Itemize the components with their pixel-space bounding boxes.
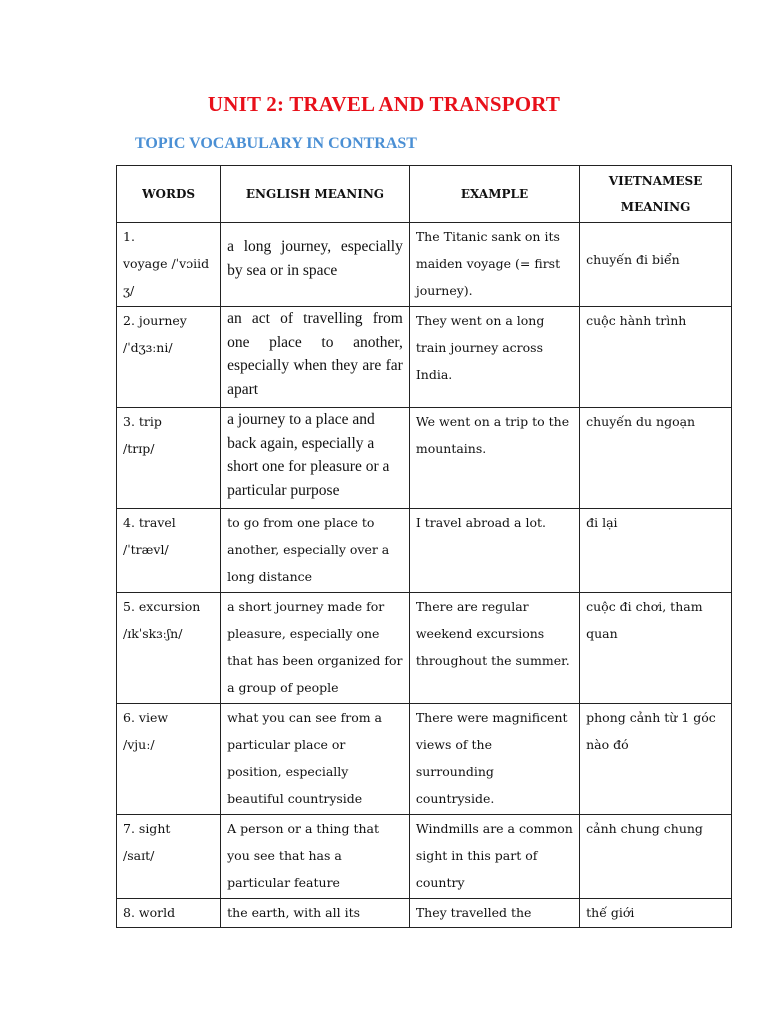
example-cell: The Titanic sank on its maiden voyage (= first journey). [409, 223, 579, 307]
word-text: 7. sight [123, 821, 171, 836]
table-row [117, 307, 732, 408]
table-body [117, 223, 732, 928]
table-row [117, 509, 732, 593]
word-text: 5. excursion [123, 599, 201, 614]
word-cell [117, 704, 221, 815]
english-meaning-cell: an act of travelling from one place to another, especially when they are far apart [221, 307, 410, 408]
vietnamese-meaning-cell: thế giới [580, 899, 732, 928]
vietnamese-meaning-cell: phong cảnh từ 1 góc nào đó [580, 704, 732, 815]
page-title: UNIT 2: TRAVEL AND TRANSPORT [207, 92, 561, 116]
header-english-meaning: ENGLISH MEANING [221, 166, 410, 223]
table-row [117, 815, 732, 899]
word-pronunciation: /trɪp/ [123, 441, 155, 456]
vietnamese-meaning-cell: cuộc hành trình [580, 307, 732, 408]
word-cell [117, 593, 221, 704]
example-cell: I travel abroad a lot. [409, 509, 579, 593]
word-pronunciation: /ɪkˈskɜːʃn/ [123, 626, 183, 641]
word-cell [117, 899, 221, 928]
word-cell [117, 509, 221, 593]
word-text: 3. trip [123, 414, 162, 429]
vietnamese-meaning-cell: cảnh chung chung [580, 815, 732, 899]
word-cell [117, 223, 221, 307]
word-text: 2. journey [123, 313, 187, 328]
header-vietnamese-line1: VIETNAMESE [608, 174, 703, 188]
vocabulary-table [116, 165, 732, 928]
header-example: EXAMPLE [409, 166, 579, 223]
english-meaning-cell: what you can see from a particular place or position, especially beautiful countryside [221, 704, 410, 815]
table-row [117, 593, 732, 704]
word-text: 4. travel [123, 515, 176, 530]
example-cell: They travelled the [409, 899, 579, 928]
section-subtitle: TOPIC VOCABULARY IN CONTRAST [135, 135, 417, 152]
example-cell: Windmills are a common sight in this part of country [409, 815, 579, 899]
table-header [117, 166, 732, 223]
vietnamese-meaning-cell: đi lại [580, 509, 732, 593]
word-text: 8. world [123, 905, 176, 920]
english-meaning-cell: a journey to a place and back again, especially a short one for pleasure or a particular purpose [221, 408, 410, 509]
example-cell: There were magnificent views of the surrounding countryside. [409, 704, 579, 815]
vietnamese-meaning-cell: chuyến đi biển [580, 223, 732, 307]
header-words: WORDS [117, 166, 221, 223]
english-meaning-cell: a short journey made for pleasure, especially one that has been organized for a group of people [221, 593, 410, 704]
table-row [117, 899, 732, 928]
example-cell: They went on a long train journey across India. [409, 307, 579, 408]
table-row [117, 704, 732, 815]
word-cell [117, 408, 221, 509]
word-pronunciation: ʒ/ [123, 283, 135, 298]
vietnamese-meaning-cell: cuộc đi chơi, tham quan [580, 593, 732, 704]
word-pronunciation: /saɪt/ [123, 848, 155, 863]
english-meaning-cell: to go from one place to another, especially over a long distance [221, 509, 410, 593]
header-row [117, 166, 732, 223]
word-text: voyage /ˈvɔiid [123, 256, 210, 271]
word-text: 6. view [123, 710, 169, 725]
word-pronunciation: /ˈdʒɜːni/ [123, 340, 173, 355]
word-number: 1. [123, 229, 135, 244]
word-pronunciation: /ˈtrævl/ [123, 542, 169, 557]
vietnamese-meaning-cell: chuyến du ngoạn [580, 408, 732, 509]
header-vietnamese-meaning [580, 166, 732, 223]
word-cell [117, 307, 221, 408]
example-cell: There are regular weekend excursions throughout the summer. [409, 593, 579, 704]
english-meaning-cell: A person or a thing that you see that has a particular feature [221, 815, 410, 899]
table-row [117, 408, 732, 509]
word-pronunciation: /vjuː/ [123, 737, 155, 752]
table-row [117, 223, 732, 307]
word-cell [117, 815, 221, 899]
english-meaning-cell: the earth, with all its [221, 899, 410, 928]
header-vietnamese-line2: MEANING [620, 200, 691, 214]
english-meaning-cell: a long journey, especially by sea or in space [221, 223, 410, 307]
example-cell: We went on a trip to the mountains. [409, 408, 579, 509]
